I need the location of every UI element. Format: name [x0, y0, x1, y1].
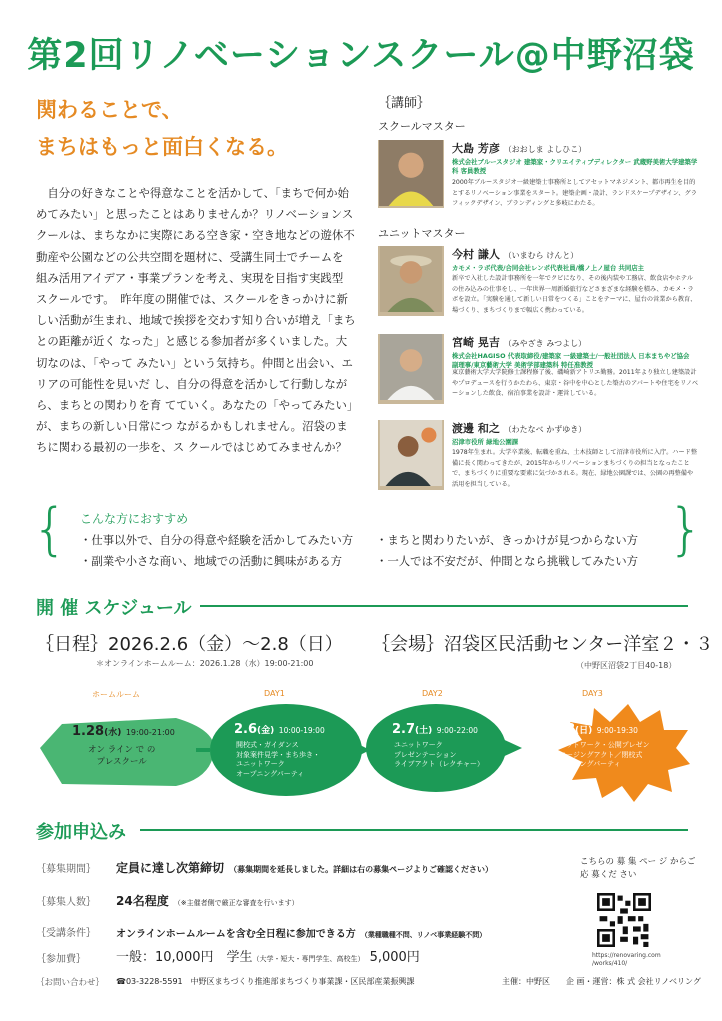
schedule-date: ｛日程｝2026.2.6（金）〜2.8（日） [36, 634, 343, 655]
lecturer-photo [378, 420, 444, 490]
apply-url[interactable]: https://renovaring.com /works/410/ [592, 952, 661, 967]
apply-divider [140, 829, 688, 831]
lecturer-name: 大島 芳彦 （おおしま よしひこ） [452, 142, 587, 155]
unit-master-heading: ユニットマスター [378, 227, 466, 240]
day2-date: 2.7(土) 9:00-22:00 [392, 722, 478, 737]
lecturer-card [378, 334, 698, 414]
apply-label: ｛募集人数｝ [36, 897, 96, 908]
contact-label: ｛お問い合わせ｝ [36, 978, 105, 988]
catch-line-2: まちはもっと面白くなる。 [36, 135, 288, 159]
day1-date: 2.6(金) 10:00-19:00 [234, 722, 325, 737]
lecturer-affiliation: 株式会社ブルースタジオ 建築家・クリエイティブディレクター 武蔵野美術大学建築学科 客員教授 [452, 158, 698, 175]
day2-desc: ユニットワーク プレゼンテーション ライブアクト（レクチャー） [394, 741, 485, 768]
apply-row: 定員に達し次第締切 （募集期間を延長しました。詳細は右の募集ページよりご確認ください） [116, 861, 493, 875]
apply-row: 24名程度 （※主催者側で厳正な審査を行います） [116, 894, 299, 908]
day1-desc: 開校式・ガイダンス 対象案件見学・まち歩き・ ユニットワーク オープニングパーティ [236, 741, 320, 778]
apply-row: 一般：10,000円 学生（大学・短大・専門学生、高校生） 5,000円 [116, 950, 420, 965]
lecturer-photo [378, 334, 444, 404]
lecturer-photo [378, 140, 444, 208]
lecturer-bio: 東京藝術大学大学院修士課程修了後、磯崎新アトリエ勤務。2011年より独立し建築設計やプロデュースを行うかたわら、東京・谷中を中心とした築古のアパートや住宅をリノベーションした飲食、宿泊事業を設計・運営している。 [452, 369, 699, 397]
left-brace: { [32, 497, 68, 562]
apply-label: ｛募集期間｝ [36, 864, 96, 875]
lecturer-name: 今村 謙人 （いまむら けんと） [452, 248, 579, 261]
school-master-heading: スクールマスター [378, 120, 466, 133]
apply-label: ｛受講条件｝ [36, 928, 96, 939]
day3-date: 2.8(日) 9:00-19:30 [552, 722, 638, 737]
lecturer-bio: 2000年ブルースタジオ一級建築士事務所としてアセットマネジメント、都市再生を目的とするリノベーション事業をスタート。建築企画・設計、ランドスケープデザイン、グラフィックデザイン、ブランディングと多岐にわたる。 [452, 179, 697, 207]
day3-desc: ユニットワーク・公開プレゼン クロージングアクト／閉校式 クロージングパーティ [552, 741, 650, 768]
lecturer-affiliation: 沼津市役所 緑地公園課 [452, 438, 519, 446]
recommend-heading: こんな方におすすめ [80, 512, 189, 526]
lecturer-affiliation: 株式会社HAGISO 代表取締役/建築家 一級建築士/一般社団法人 日本まちやど協会 副理事/東京藝術大学 美術学部建築科 特任准教授 [452, 352, 690, 369]
schedule-divider [200, 605, 688, 607]
venue: ｛会場｝沼袋区民活動センター洋室２・３ [372, 634, 714, 655]
homeroom-desc: オン ライン で の プレスクール [88, 745, 156, 767]
schedule-heading: 開 催 スケジュール [36, 598, 192, 619]
day-tag: DAY3 [582, 689, 603, 698]
qr-caption: こちらの 募 集 ペー ジ からご 応 募くだ さい [580, 857, 696, 880]
lecturer-photo [378, 246, 444, 316]
apply-row: オンラインホームルームを含む全日程に参加できる方 （業種職種不問、リノベ事業経験不問） [116, 929, 487, 940]
apply-label: ｛参加費｝ [36, 954, 86, 965]
qr-code-icon[interactable] [597, 893, 651, 947]
catchphrase [36, 92, 288, 166]
contact-value: ☎03-3228-5591 中野区まちづくり推進部まちづくり事業課・区民部産業振興課 [116, 977, 415, 986]
page-title: 第2回リノベーションスクール@中野沼袋 [27, 36, 695, 76]
catch-line-1: 関わることで、 [36, 98, 183, 122]
organizer: 主催：中野区 [502, 977, 550, 986]
lecturer-card [378, 140, 698, 220]
day-tag: DAY1 [264, 689, 285, 698]
lecturer-name: 宮崎 晃吉 （みやざき みつよし） [452, 336, 587, 349]
recommend-item: ・一人では不安だが、仲間となら挑戦してみたい方 [376, 554, 638, 568]
intro-text: 自分の好きなことや得意なことを活かして、「まちで何か始めてみたい」と思ったことはありませんか？リノベーションスクールは、まちなかに実際にある空き家・空き地などの遊休不動産や公園などの公共空間を題材に、受講生同士でチームを 組み活用アイデア・事業プランを考え、実現を目指す実践型 スクールです。 昨年度の開催では、スクールをきっかけに新しい活動が生まれ、地域で挨拶を交わす知り合いが増え「まちとの距離が近く なった」と感じる参加者が多くいました。大切なのは、「やって みたい」という気持ち。仲間と出会い、エリアの可能性を見いだ し、自分の得意を活かして行動しながら、まちとの関わりを育 てていく。あなたの「やってみたい」が、まちの新しい日常につ ながるかもしれません。沼袋のまちに関わる最初の一歩を、ス クールではじめてみませんか？ [36, 186, 356, 455]
apply-heading: 参加申込み [36, 822, 126, 843]
homeroom-date: 1.28(水) 19:00-21:00 [72, 724, 175, 739]
online-note: ＊オンラインホームルーム：2026.1.28（水）19:00-21:00 [96, 659, 314, 668]
right-brace: } [668, 497, 704, 562]
lecturer-card [378, 420, 698, 500]
venue-address: （中野区沼袋2丁目40-18） [576, 661, 677, 670]
lecturer-bio: 新卒で入社した設計事務所を一年でクビになり、その後内装や工務店、飲食店やホテルの住み込みの仕事をし、一年世界一周新婚旅行などさまざまな経験を積み、カモメ・ラボを設立。「実験を通して新しい日常をつくる」ことをテーマに、屋台の営業から教育、場づくり、まちづくりまで幅広く携わっている。 [452, 275, 697, 314]
recommend-item: ・仕事以外で、自分の得意や経験を活かしてみたい方 [80, 533, 354, 547]
lecturer-bio: 1978年生まれ。大学卒業後、転職を重ね、土木技師として沼津市役所に入庁。ハード整備に長く関わってきたが、2015年からリノベーションまちづくりの担当となったことで、まちづくりに重要な要素に気づかされる。現在、緑地公園課では、公園の再整備や活用を担当している。 [452, 449, 698, 488]
lecturer-card [378, 246, 698, 326]
lecturer-heading: ｛講師｝ [378, 96, 431, 111]
recommend-item: ・まちと関わりたいが、きっかけが見つからない方 [376, 533, 638, 547]
recommend-item: ・副業や小さな商い、地域での活動に興味がある方 [80, 554, 342, 568]
lecturer-name: 渡邊 和之 （わたなべ かずゆき） [452, 422, 587, 435]
day-tag: DAY2 [422, 689, 443, 698]
day-tag: ホームルーム [92, 690, 140, 699]
operator: 企 画・運営：株 式 会社リノベリング [566, 977, 701, 986]
lecturer-affiliation: カモメ・ラボ代表/合同会社レンポ代表社員/橋ノ上ノ屋台 共同店主 [452, 264, 645, 272]
